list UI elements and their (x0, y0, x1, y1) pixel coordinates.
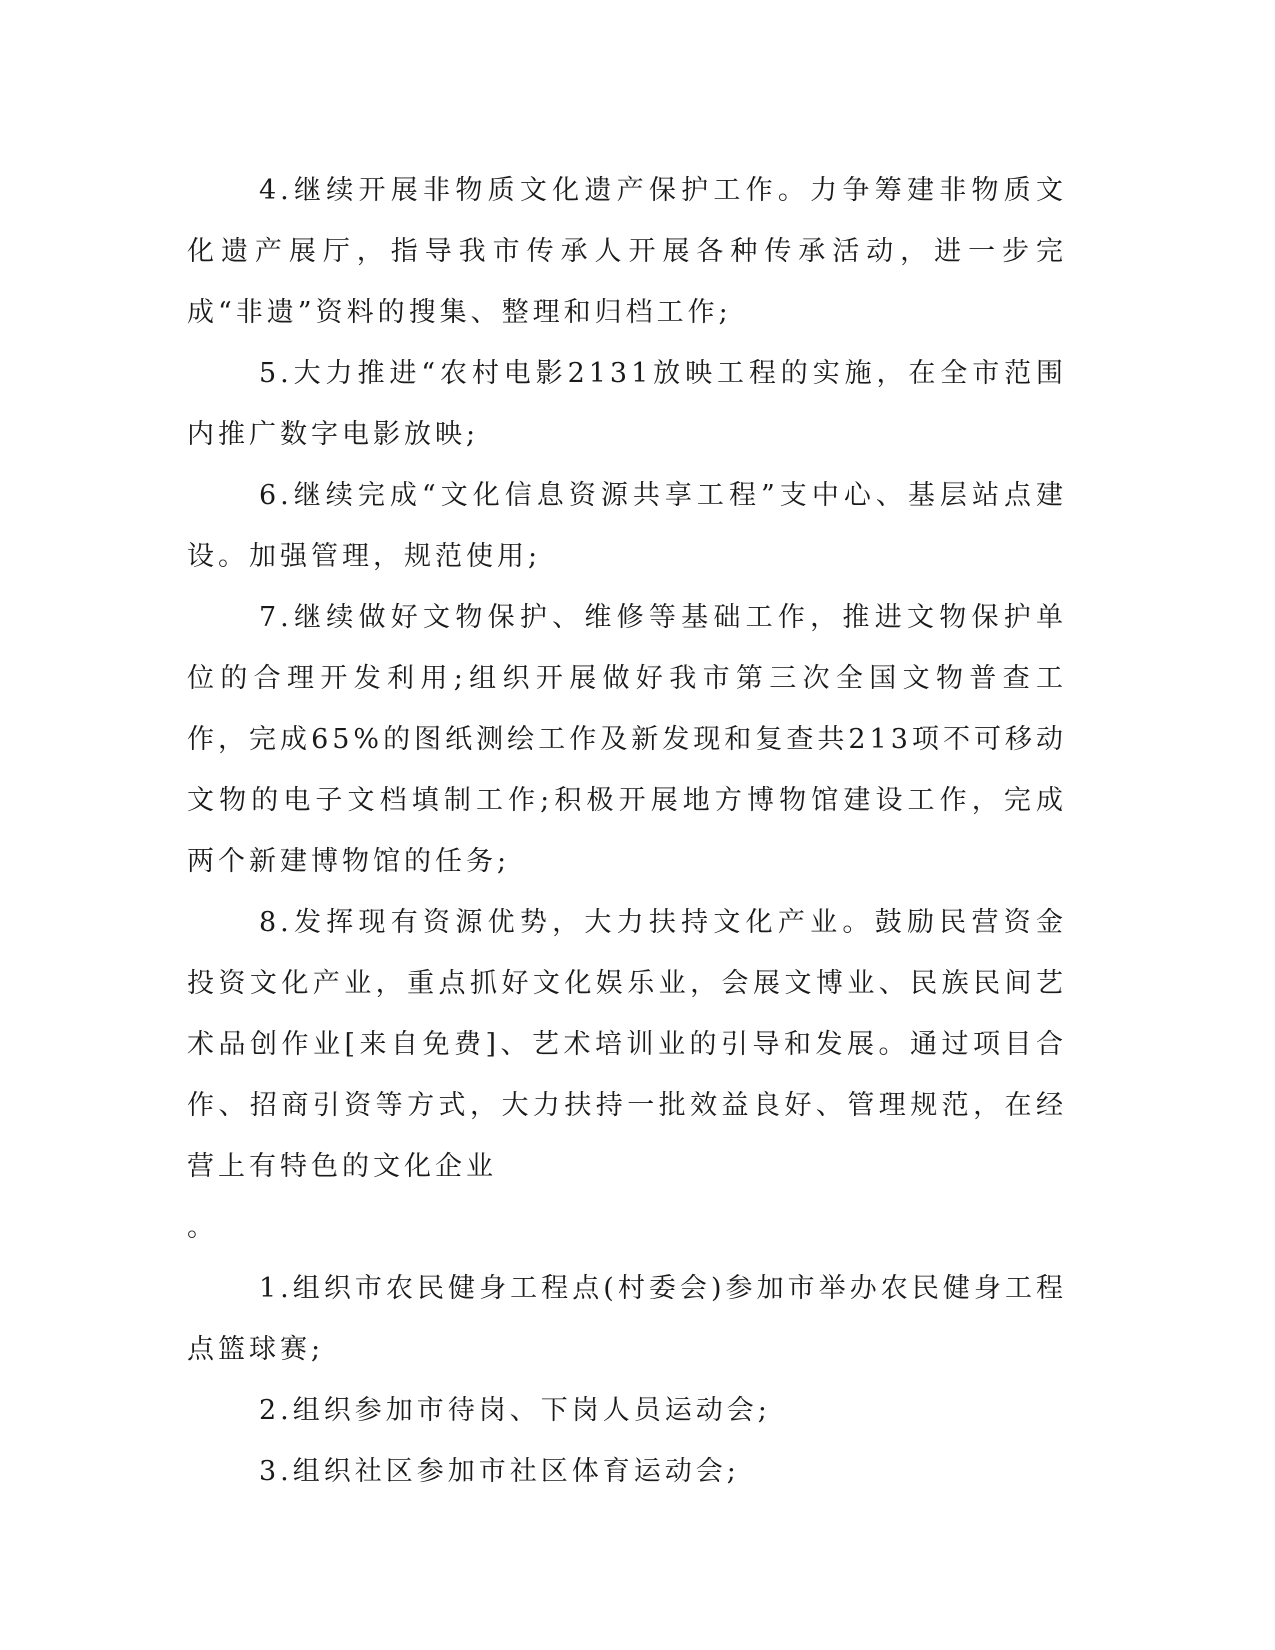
paragraph-sports-1: 1.组织市农民健身工程点(村委会)参加市举办农民健身工程点篮球赛; (187, 1273, 1067, 1365)
paragraph-item-5: 5.大力推进“农村电影2131放映工程的实施，在全市范围内推广数字电影放映; (187, 358, 1067, 450)
paragraph-item-7: 7.继续做好文物保护、维修等基础工作，推进文物保护单位的合理开发利用;组织开展做好我市第三次全国文物普查工作，完成65%的图纸测绘工作及新发现和复查共213项不可移动文物的电子文档填制工作;积极开展地方博物馆建设工作，完成两个新建博物馆的任务; (187, 602, 1067, 877)
paragraph-trailing-punctuation: 。 (187, 1212, 218, 1243)
paragraph-sports-3: 3.组织社区参加市社区体育运动会; (259, 1456, 740, 1487)
document-page (187, 160, 1067, 1502)
paragraph-item-4: 4.继续开展非物质文化遗产保护工作。力争筹建非物质文化遗产展厅，指导我市传承人开展各种传承活动，进一步完成“非遗”资料的搜集、整理和归档工作; (187, 175, 1067, 328)
paragraph-item-6: 6.继续完成“文化信息资源共享工程”支中心、基层站点建设。加强管理，规范使用; (187, 480, 1067, 572)
paragraph-sports-2: 2.组织参加市待岗、下岗人员运动会; (259, 1395, 771, 1426)
paragraph-item-8: 8.发挥现有资源优势，大力扶持文化产业。鼓励民营资金投资文化产业，重点抓好文化娱乐业，会展文博业、民族民间艺术品创作业[来自免费]、艺术培训业的引导和发展。通过项目合作、招商引资等方式，大力扶持一批效益良好、管理规范，在经营上有特色的文化企业 (187, 907, 1067, 1182)
